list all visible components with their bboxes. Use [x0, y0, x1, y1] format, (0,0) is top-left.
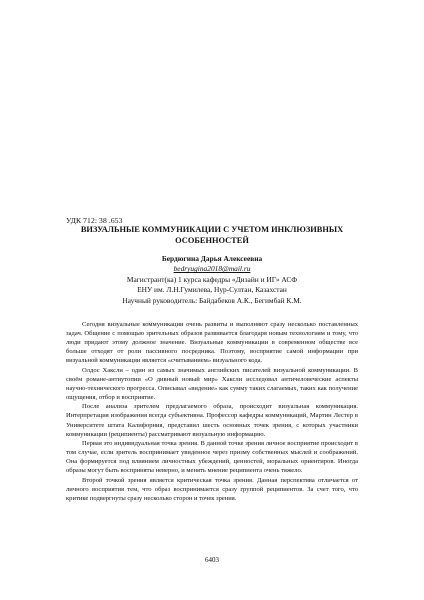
author-name: Бердюгина Дарья Алексеевна	[161, 254, 263, 263]
body-paragraph: После анализа зрителем предлагаемого образа, происходит визуальная коммуникация. Интерпретация изображения всегда субъективна. Профессор кафедры коммуникаций, Мартин Лестер в Университете штата Калифорния, представил шесть основных точек зрения, с которых участники коммуникации (реципиенты) рассматривают визуальную информацию.	[66, 403, 358, 438]
body-paragraph: Сегодня визуальные коммуникации очень развиты и выполняют сразу несколько поставленных задач. Общение с помощью зрительных образов развивается благодаря новым технологиям и тому, что люди придают этому должное значение. Визуальные коммуникации в современном обществе все больше отходят от роли пассивного посредника. Поэтому, восприятие самой информации при визуальной коммуникации является «считыванием» визуального кода.	[66, 321, 358, 365]
udk-code: УДК 712: 38 .653	[66, 216, 123, 225]
article-title	[76, 224, 348, 246]
author-university: ЕНУ им. Л.Н.Гумилева, Нур-Султан, Казахстан	[137, 285, 287, 295]
page-number: 6403	[205, 556, 219, 564]
author-position: Магистрант(ка) 1 курса кафедры «Дизайн и ИГ» АСФ	[126, 274, 298, 284]
article-title-line: ВИЗУАЛЬНЫЕ КОММУНИКАЦИИ С УЧЕТОМ ИНКЛЮЗИВНЫХ	[80, 225, 344, 234]
body-paragraph: Олдос Хаксли – один из самых значимых английских писателей визуальной коммуникации. В своём романе-антиутопии «О дивный новый мир» Хаксли исследовал античеловеческие аспекты научно-технического прогресса. Описывал «видение» как сумму таких слагаемых, таких как получение ощущения, отбор и восприятие.	[66, 366, 358, 401]
author-email[interactable]: bedryugina2018@mail.ru	[173, 264, 251, 274]
supervisor: Научный руководитель: Байдабеков А.К., Бегимбай К.М.	[122, 295, 302, 305]
author-block	[80, 254, 344, 306]
article-title-line: ОСОБЕННОСТЕЙ	[175, 236, 249, 245]
body-paragraph: Первая это индивидуальная точка зрения. В данной точке зрения личное восприятие происходит в том случае, если зритель воспринимает увиденное через призму собственных мыслей и соображений. Она формируется под влиянием личностных убеждений, ценностей, моральных ориентиров. Иногда образы могут быть восприняты неверно, и менять мнение реципиента очень тяжело.	[66, 440, 358, 475]
article-body	[66, 320, 358, 503]
body-paragraph: Второй точкой зрения является критическая точка зрения. Данная перспектива отличается от личного восприятия тем, что образ воспринимается сразу группой реципиентов. За счет того, что критике подвергнуты сразу несколько сторон и точек зрения.	[66, 476, 358, 502]
